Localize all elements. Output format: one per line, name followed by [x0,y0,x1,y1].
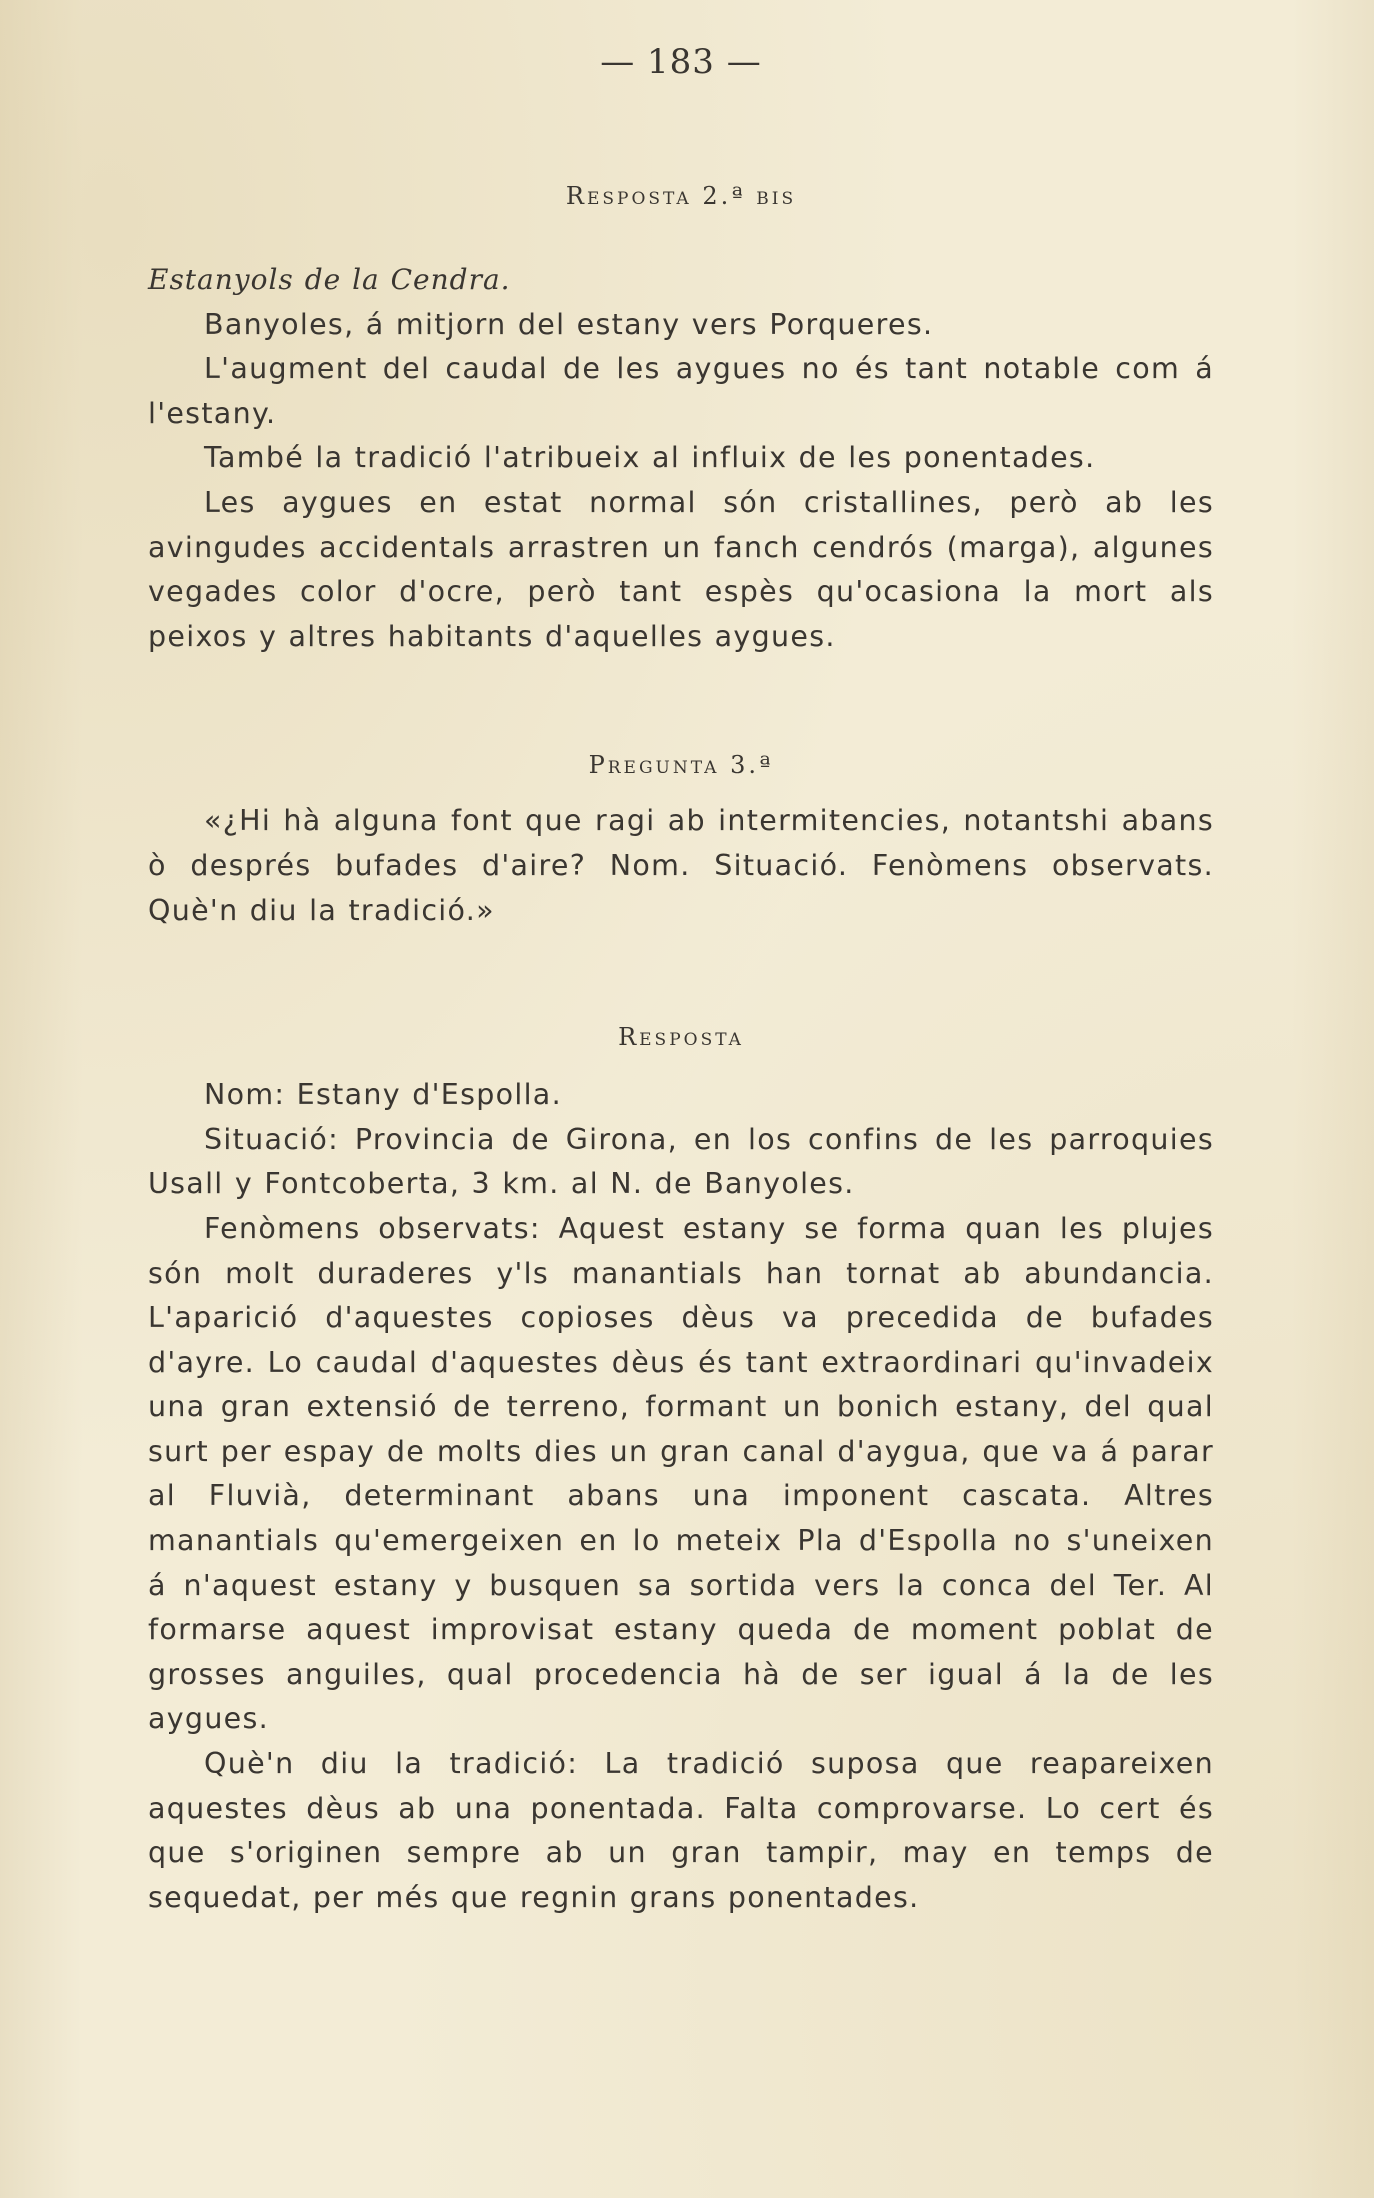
paragraph-caudal: L'augment del caudal de les aygues no és tant notable com á l'estany. [148,352,1214,430]
paragraph-tradicio: També la tradició l'atribueix al influix de les ponentades. [204,441,1096,475]
paragraph-situacio: Situació: Provincia de Girona, en los confins de les parroquies Usall y Fontcoberta, 3 km. al N. de Banyoles. [148,1122,1214,1201]
section-heading-pregunta-3: Pregunta 3.ª [588,751,774,780]
paragraph-fenomens: Fenòmens observats: Aquest estany se forma quan les plujes són molt duraderes y'ls manantials han tornat ab abundancia. L'aparició d'aquestes copioses dèus va precedida de bufades d'ayre. Lo caudal d'aquestes dèus és tant extraordinari qu'invadeix una gran extensió de terreno, formant un bonich estany, del qual surt per espay de molts dies un gran canal d'aygua, que va á parar al Fluvià, determinant abans una imponent cascata. Altres manantials qu'emergeixen en lo meteix Pla d'Espolla no s'uneixen á n'aquest estany y busquen sa sortida vers la conca del Ter. Al formarse aquest improvisat estany queda de moment poblat de grosses anguiles, qual procedencia hà de ser igual á la de les aygues. [148,1211,1214,1736]
section-heading-resposta-2-bis: Resposta 2.ª bis [565,182,797,210]
page-number: — 183 — [600,42,762,82]
place-name: Estanyols de la Cendra. [148,263,511,296]
paragraph-aygues: Les aygues en estat normal són cristallines, però ab les avingudes accidentals arrastren un fanch cendrós (marga), algunes vegades color d'ocre, però tant espès qu'ocasiona la mort als peixos y altres habitants d'aquelles aygues. [148,485,1214,653]
paragraph-pregunta: «¿Hi hà alguna font que ragi ab intermitencies, notantshi abans ò després bufades d'aire? Nom. Situació. Fenòmens observats. Què'n diu la tradició.» [148,804,1214,927]
paragraph-tradicio-2: Què'n diu la tradició: La tradició suposa que reapareixen aquestes dèus ab una ponentada. Falta comprovarse. Lo cert és que s'originen sempre ab un gran tampir, may en temps de sequedat, per més que regnin grans ponentades. [148,1747,1214,1914]
section-heading-resposta: Resposta [618,1023,744,1052]
paragraph-location: Banyoles, á mitjorn del estany vers Porqueres. [204,307,934,341]
book-page [148,20,1214,1920]
paragraph-nom: Nom: Estany d'Espolla. [204,1078,562,1112]
